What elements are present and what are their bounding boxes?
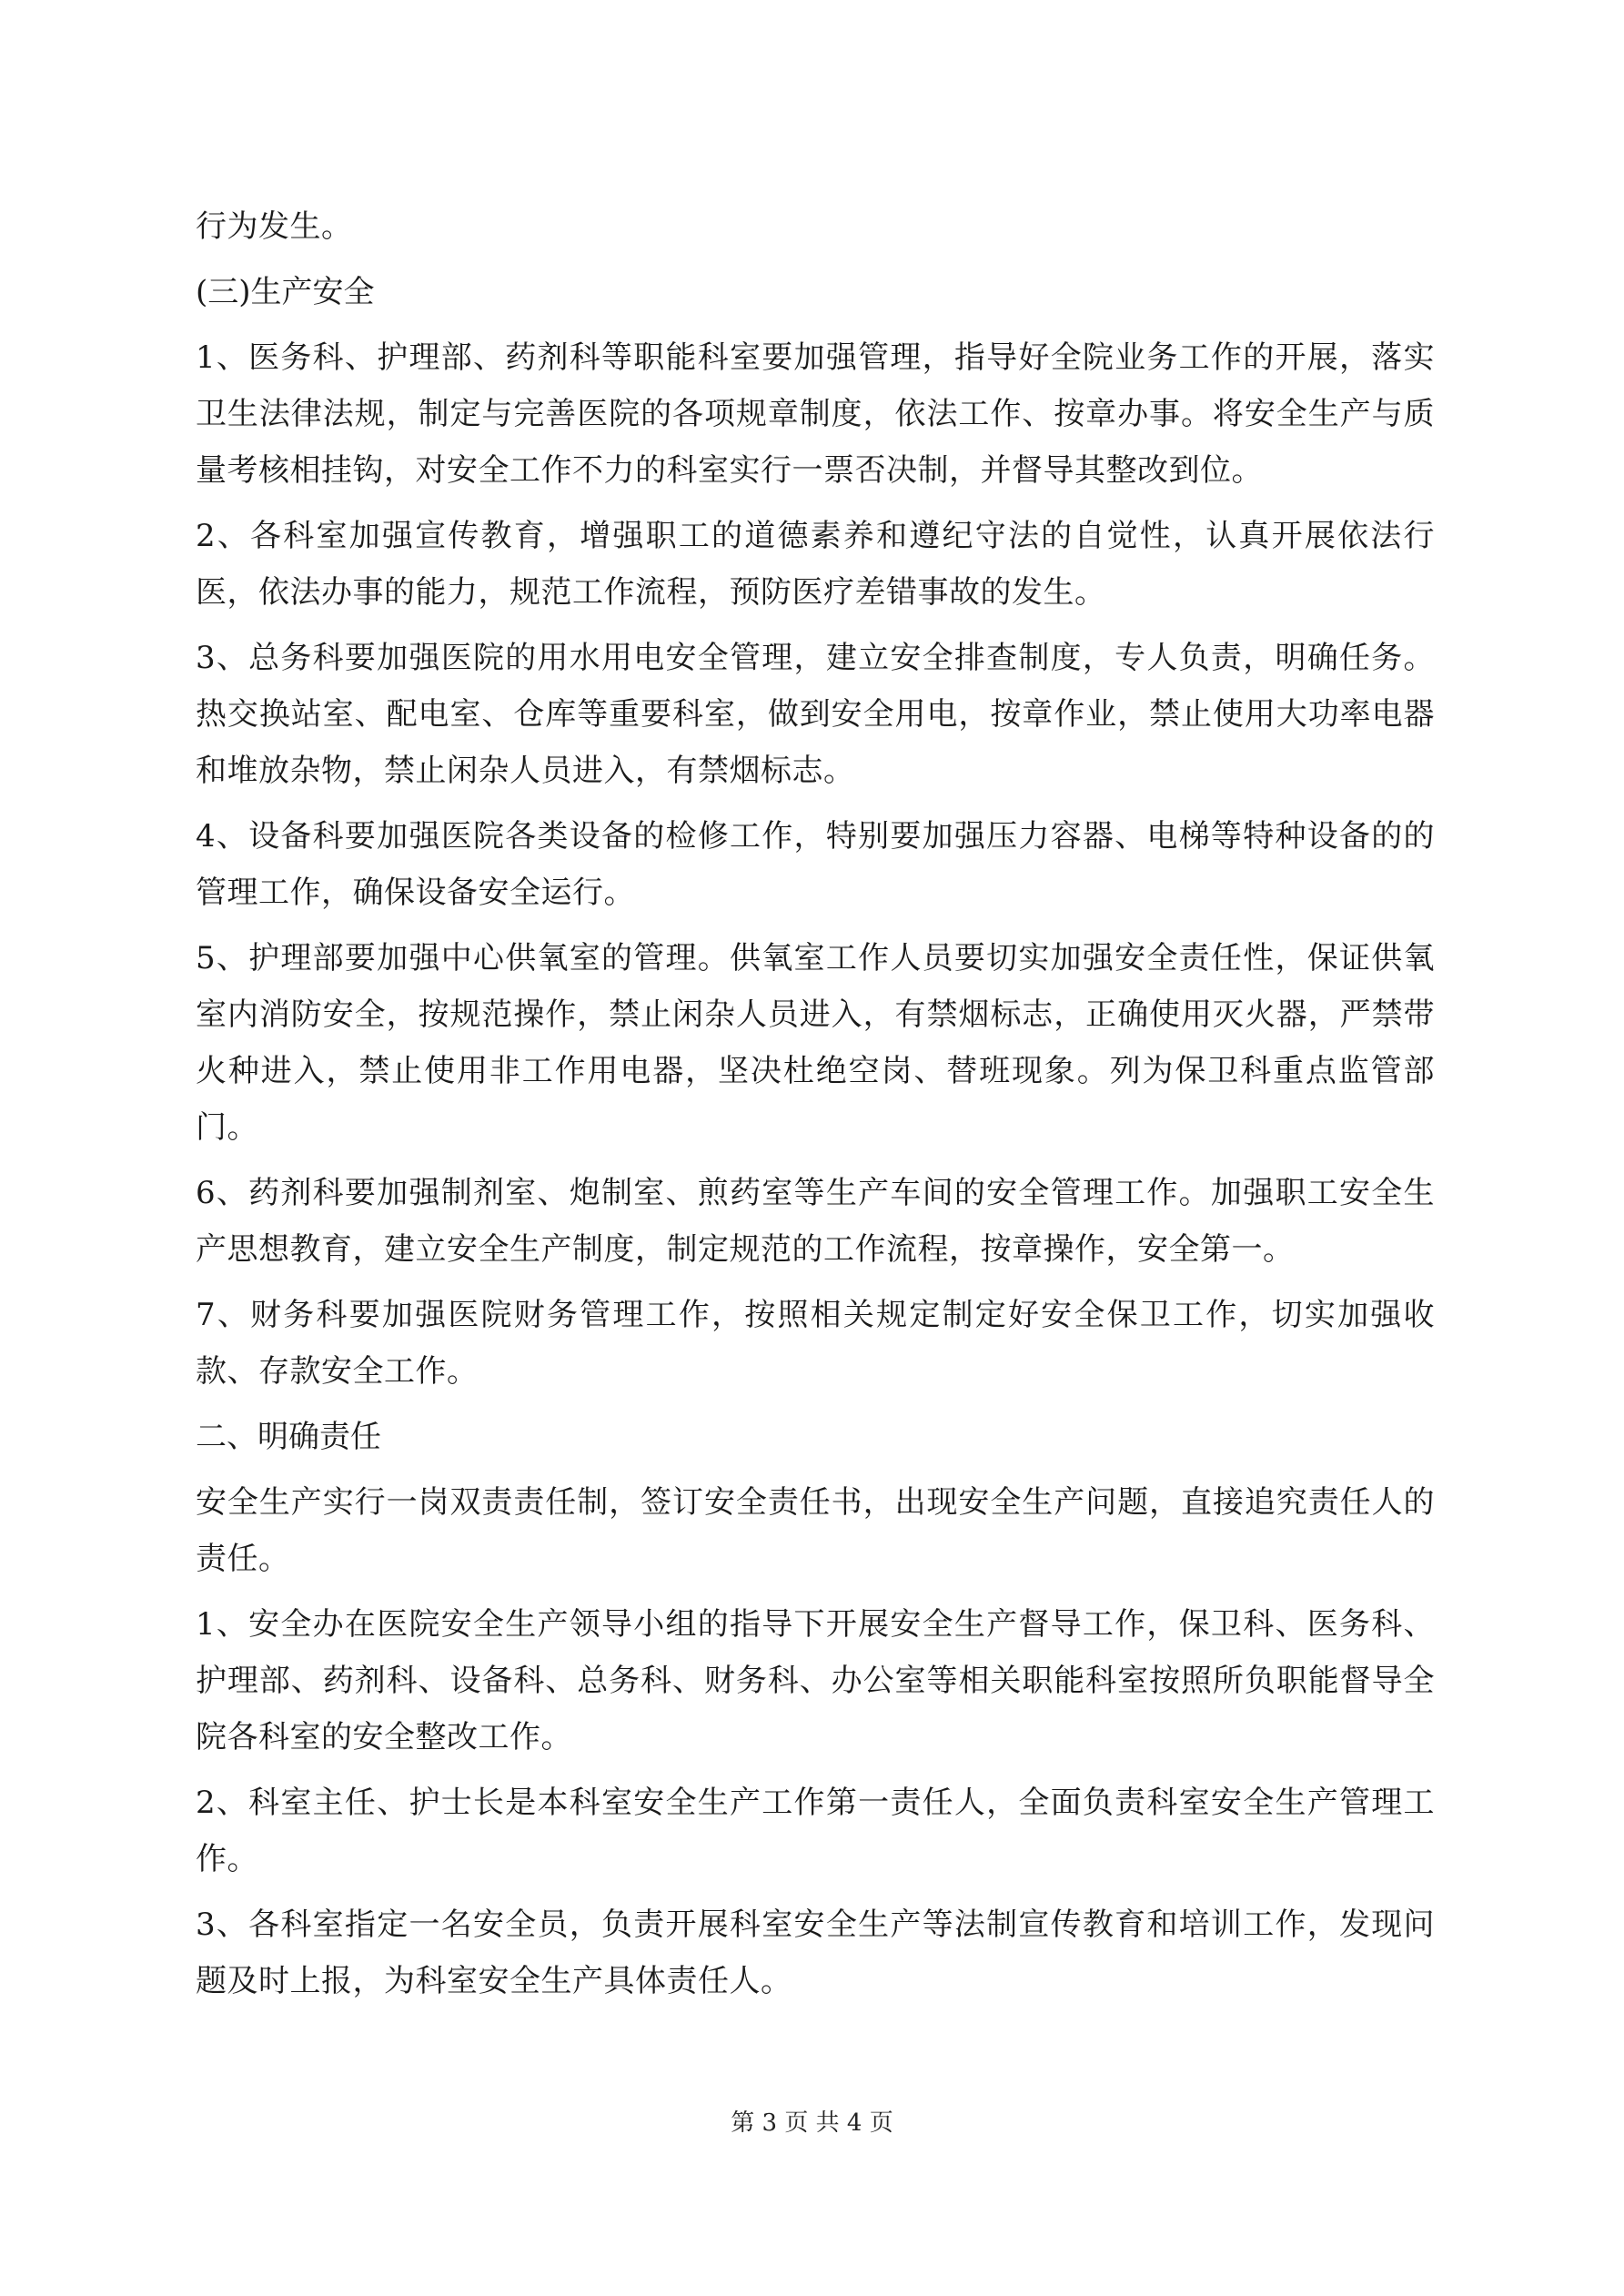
paragraph-item-3: 3、总务科要加强医院的用水用电安全管理，建立安全排查制度，专人负责，明确任务。热交换站室、配电室、仓库等重要科室，做到安全用电，按章作业，禁止使用大功率电器和堆放杂物，禁止闲杂人员进入，有禁烟标志。 [196, 640, 1435, 789]
paragraph-item-4: 4、设备科要加强医院各类设备的检修工作，特别要加强压力容器、电梯等特种设备的的管理工作，确保设备安全运行。 [196, 818, 1435, 911]
section-heading-responsibility: 二、明确责任 [196, 1419, 381, 1455]
paragraph-responsibility-1: 1、安全办在医院安全生产领导小组的指导下开展安全生产督导工作，保卫科、医务科、护理部、药剂科、设备科、总务科、财务科、办公室等相关职能科室按照所负职能督导全院各科室的安全整改工作。 [196, 1606, 1435, 1755]
paragraph-responsibility-2: 2、科室主任、护士长是本科室安全生产工作第一责任人，全面负责科室安全生产管理工作。 [196, 1785, 1435, 1877]
paragraph-item-2: 2、各科室加强宣传教育，增强职工的道德素养和遵纪守法的自觉性，认真开展依法行医，依法办事的能力，规范工作流程，预防医疗差错事故的发生。 [196, 518, 1435, 611]
paragraph-responsibility-3: 3、各科室指定一名安全员，负责开展科室安全生产等法制宣传教育和培训工作，发现问题及时上报，为科室安全生产具体责任人。 [196, 1907, 1435, 1999]
paragraph-item-1: 1、医务科、护理部、药剂科等职能科室要加强管理，指导好全院业务工作的开展，落实卫生法律法规，制定与完善医院的各项规章制度，依法工作、按章办事。将安全生产与质量考核相挂钩，对安全工作不力的科室实行一票否决制，并督导其整改到位。 [196, 339, 1435, 489]
document-body [196, 198, 1435, 2018]
section-heading-production-safety: (三)生产安全 [196, 274, 375, 310]
page-number-label: 第 3 页 共 4 页 [731, 2109, 893, 2137]
paragraph-item-7: 7、财务科要加强医院财务管理工作，按照相关规定制定好安全保卫工作，切实加强收款、存款安全工作。 [196, 1297, 1435, 1390]
paragraph-responsibility-intro: 安全生产实行一岗双责责任制，签订安全责任书，出现安全生产问题，直接追究责任人的责任。 [196, 1484, 1435, 1577]
paragraph-item-5: 5、护理部要加强中心供氧室的管理。供氧室工作人员要切实加强安全责任性，保证供氧室内消防安全，按规范操作，禁止闲杂人员进入，有禁烟标志，正确使用灭火器，严禁带火种进入，禁止使用非工作用电器，坚决杜绝空岗、替班现象。列为保卫科重点监管部门。 [196, 940, 1435, 1146]
paragraph-continuation: 行为发生。 [196, 208, 353, 245]
page-footer [0, 2108, 1624, 2139]
paragraph-item-6: 6、药剂科要加强制剂室、炮制室、煎药室等生产车间的安全管理工作。加强职工安全生产思想教育，建立安全生产制度，制定规范的工作流程，按章操作，安全第一。 [196, 1175, 1435, 1268]
